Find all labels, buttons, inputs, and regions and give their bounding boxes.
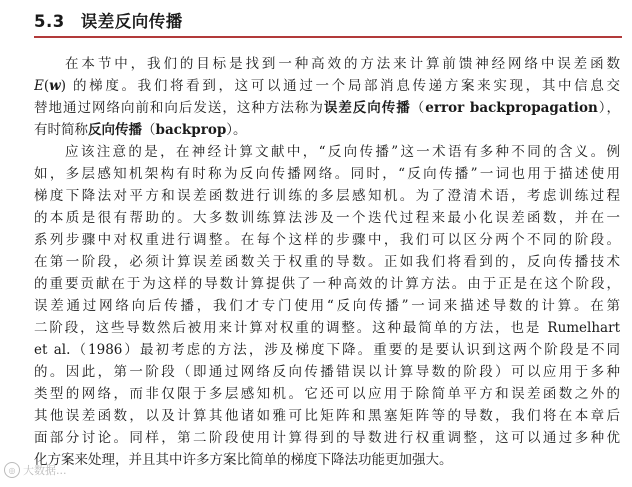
paragraph-1 [34,53,620,141]
section-number: 5.3 [34,12,65,31]
text-line: 有时简称反向传播（backprop）。 [34,122,247,138]
text-line: 替地通过网络向前和向后发送，这种方法称为误差反向传播（error backpropagation）， [34,100,620,116]
text-line: 化方案来处理，并且其中许多方案比简单的梯度下降法功能更加强大。 [34,452,453,468]
text-line: E(w) 的梯度。我们将看到，这可以通过一个局部消息传递方案来实现，其中信息交 [34,78,620,94]
text-line: 梯度下降法对平方和误差函数进行训练的多层感知机。为了澄清术语，考虑训练过程 [34,188,620,204]
paragraph-2 [34,141,620,471]
text-line: 在第一阶段，必须计算误差函数关于权重的导数。正如我们将看到的，反向传播技术 [34,254,620,270]
text-line: 如，多层感知机架构有时称为反向传播网络。同时，“反向传播”一词也用于描述使用 [34,166,620,182]
watermark-text: 大数据... [23,464,67,477]
text-line: 二阶段，这些导数然后被用来计算对权重的调整。这种最简单的方法，也是 Rumelhart [34,320,620,336]
text-line: 系列步骤中对权重进行调整。在每个这样的步骤中，我们可以区分两个不同的阶段。 [34,232,620,248]
heading-rule [34,36,622,38]
text-line: 误差通过网络向后传播，我们才专门使用“反向传播”一词来描述导数的计算。在第 [34,298,620,314]
body-text [34,53,620,471]
watermark [4,462,67,478]
text-line: 的本质是很有帮助的。大多数训练算法涉及一个迭代过程来最小化误差函数，并在一 [34,210,620,226]
text-line: 类型的网络，而非仅限于多层感知机。它还可以应用于除简单平方和误差函数之外的 [34,386,620,402]
text-line: 面部分讨论。同样，第二阶段使用计算得到的导数进行权重调整，这可以通过多种优 [34,430,620,446]
watermark-logo-icon: ◎ [4,462,20,478]
text-line: 在本节中，我们的目标是找到一种高效的方法来计算前馈神经网络中误差函数 [65,56,620,72]
text-line: 其他误差函数，以及计算其他诸如雅可比矩阵和黑塞矩阵等的导数，我们将在本章后 [34,408,620,424]
text-line: 应该注意的是，在神经计算文献中，“反向传播”这一术语有多种不同的含义。例 [65,144,620,160]
text-line: et al.（1986）最初考虑的方法，涉及梯度下降。重要的是要认识到这两个阶段是不同 [34,342,620,358]
text-line: 的。因此，第一阶段（即通过网络反向传播错误以计算导数的阶段）可以应用于多种 [34,364,620,380]
section-title: 误差反向传播 [80,12,183,31]
text-line: 的重要贡献在于为这样的导数计算提供了一种高效的计算方法。由于正是在这个阶段， [34,276,620,292]
section-heading [34,8,183,32]
